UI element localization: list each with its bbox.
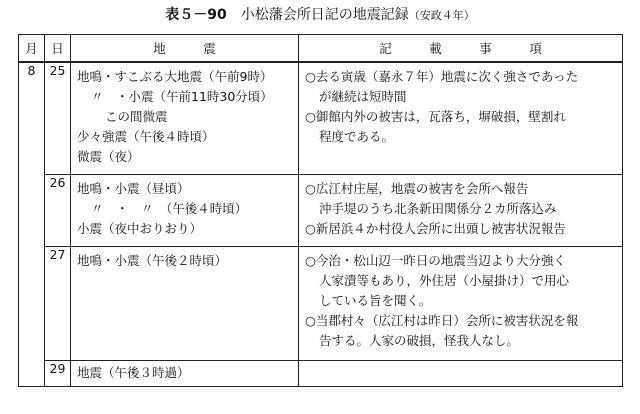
table-number: 表５－90 <box>165 7 227 23</box>
quake-cell <box>71 246 299 360</box>
quake-line: 地鳴・小震（昼頃） <box>77 180 190 196</box>
quake-line: 地震（午後３時過） <box>77 364 190 380</box>
quake-cell <box>71 360 299 386</box>
header-day: 日 <box>45 35 71 63</box>
quake-line: 微震（夜） <box>77 149 140 164</box>
record-cell <box>299 174 623 246</box>
day-cell: 27 <box>45 246 71 360</box>
day-cell: 29 <box>45 360 71 386</box>
header-month: 月 <box>19 35 45 63</box>
record-cell <box>299 246 623 360</box>
note-line: 人家潰等もあり，外住居（小屋掛け）で用心 <box>319 272 570 288</box>
day-cell: 26 <box>45 174 71 246</box>
table-row <box>19 62 623 174</box>
table-caption-era: （安政４年） <box>408 9 475 22</box>
header-record-label: 記 載 事 項 <box>379 41 542 56</box>
quake-line: 小震（夜中おりおり） <box>77 220 203 236</box>
note-line: ○今治・松山辺一昨日の地震当辺より大分強く <box>305 252 566 268</box>
note-line: ○新居浜４か村役人会所に出頭し被害状況報告 <box>305 220 566 236</box>
quake-line: 少々強震（午後４時頃） <box>77 129 215 144</box>
table-row <box>19 174 623 246</box>
note-line: している旨を聞く。 <box>319 292 432 308</box>
header-quake-label: 地 震 <box>153 41 216 56</box>
month-cell: 8 <box>19 62 45 386</box>
day-cell: 25 <box>45 62 71 174</box>
quake-cell <box>71 62 299 174</box>
note-line: 程度である。 <box>319 129 395 144</box>
header-record <box>299 35 623 63</box>
note-line: ○広江村庄屋，地震の被害を会所へ報告 <box>305 180 529 196</box>
header-quake <box>71 35 299 63</box>
quake-line: 地鳴・すこぶる大地震（午前9時） <box>77 69 273 84</box>
table-caption: 小松藩会所日記の地震記録 <box>240 7 409 23</box>
table-row <box>19 360 623 386</box>
quake-line: 〃 ・小震（午前11時30分頃） <box>91 89 273 104</box>
quake-line: 地鳴・小震（午後２時頃） <box>77 252 228 268</box>
note-line: ○去る寅歳（嘉永７年）地震に次く強さであった <box>305 69 579 84</box>
note-line: 告する。人家の破損，怪我人なし。 <box>319 332 520 348</box>
quake-line: この間微震 <box>105 109 168 124</box>
note-line: ○御館内外の被害は，瓦落ち，塀破損，壁割れ <box>305 109 566 124</box>
record-cell <box>299 62 623 174</box>
quake-cell <box>71 174 299 246</box>
quake-line: 〃 ・ 〃 （午後４時頃） <box>91 200 248 216</box>
record-cell <box>299 360 623 386</box>
note-line: ○当郡村々（広江村は昨日）会所に被害状況を報 <box>305 312 579 328</box>
earthquake-record-table <box>18 34 623 387</box>
header-row <box>19 35 623 63</box>
note-line: 沖手堤のうち北条新田関係分２カ所落込み <box>319 200 557 216</box>
table-row <box>19 246 623 360</box>
table-title <box>0 6 640 25</box>
note-line: が継続は短時間 <box>319 89 407 104</box>
